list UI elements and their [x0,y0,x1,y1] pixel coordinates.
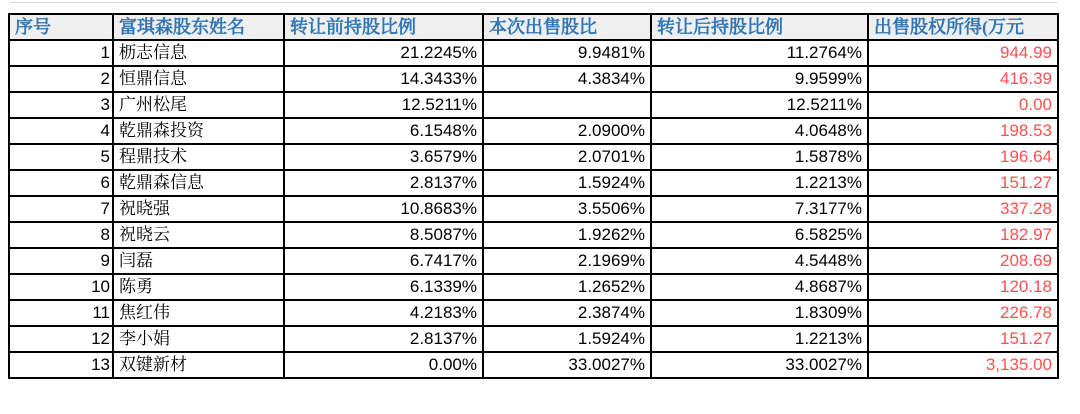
cell-sold-pct[interactable]: 1.2652% [483,274,651,300]
cell-shareholder-name[interactable]: 李小娟 [113,326,284,352]
cell-shareholder-name[interactable]: 闫磊 [113,248,284,274]
cell-index[interactable]: 11 [9,300,113,326]
cell-shareholder-name[interactable]: 双键新材 [113,352,284,378]
cell-sold-pct[interactable]: 3.5506% [483,196,651,222]
table-row [9,92,1058,118]
table-row [9,352,1058,378]
cell-proceeds[interactable]: 944.99 [868,40,1058,66]
cell-proceeds[interactable]: 337.28 [868,196,1058,222]
cell-proceeds[interactable]: 416.39 [868,66,1058,92]
table-row [9,248,1058,274]
cell-sold-pct[interactable]: 33.0027% [483,352,651,378]
cell-before-transfer-pct[interactable]: 0.00% [284,352,483,378]
cell-shareholder-name[interactable]: 焦红伟 [113,300,284,326]
table-row [9,144,1058,170]
cell-before-transfer-pct[interactable]: 6.1548% [284,118,483,144]
header-name[interactable]: 富琪森股东姓名 [113,14,284,40]
cell-after-transfer-pct[interactable]: 6.5825% [651,222,868,248]
cell-index[interactable]: 7 [9,196,113,222]
table-row [9,274,1058,300]
cell-proceeds[interactable]: 196.64 [868,144,1058,170]
cell-before-transfer-pct[interactable]: 6.1339% [284,274,483,300]
cell-after-transfer-pct[interactable]: 11.2764% [651,40,868,66]
cell-after-transfer-pct[interactable]: 1.5878% [651,144,868,170]
cell-sold-pct[interactable]: 2.1969% [483,248,651,274]
cell-shareholder-name[interactable]: 祝晓强 [113,196,284,222]
cell-index[interactable]: 3 [9,92,113,118]
cell-shareholder-name[interactable]: 乾鼎森投资 [113,118,284,144]
cell-after-transfer-pct[interactable]: 1.2213% [651,170,868,196]
header-proceeds[interactable]: 出售股权所得(万元 [868,14,1058,40]
cell-index[interactable]: 5 [9,144,113,170]
header-sold[interactable]: 本次出售股比 [483,14,651,40]
cell-after-transfer-pct[interactable]: 4.8687% [651,274,868,300]
header-index[interactable]: 序号 [9,14,113,40]
cell-proceeds[interactable]: 3,135.00 [868,352,1058,378]
cell-shareholder-name[interactable]: 恒鼎信息 [113,66,284,92]
table-row [9,66,1058,92]
cell-before-transfer-pct[interactable]: 21.2245% [284,40,483,66]
cell-before-transfer-pct[interactable]: 2.8137% [284,326,483,352]
cell-index[interactable]: 2 [9,66,113,92]
cell-sold-pct[interactable]: 2.3874% [483,300,651,326]
cell-index[interactable]: 1 [9,40,113,66]
cell-before-transfer-pct[interactable]: 2.8137% [284,170,483,196]
cell-after-transfer-pct[interactable]: 1.8309% [651,300,868,326]
table-header-row [9,14,1058,40]
cell-before-transfer-pct[interactable]: 8.5087% [284,222,483,248]
cell-sold-pct[interactable]: 1.5924% [483,170,651,196]
table-row [9,326,1058,352]
cell-before-transfer-pct[interactable]: 6.7417% [284,248,483,274]
cell-proceeds[interactable]: 208.69 [868,248,1058,274]
cell-index[interactable]: 9 [9,248,113,274]
cell-after-transfer-pct[interactable]: 7.3177% [651,196,868,222]
cell-index[interactable]: 8 [9,222,113,248]
cell-proceeds[interactable]: 0.00 [868,92,1058,118]
cell-proceeds[interactable]: 198.53 [868,118,1058,144]
cell-index[interactable]: 13 [9,352,113,378]
cell-sold-pct[interactable]: 4.3834% [483,66,651,92]
cell-proceeds[interactable]: 182.97 [868,222,1058,248]
cell-proceeds[interactable]: 226.78 [868,300,1058,326]
table-row [9,222,1058,248]
cell-sold-pct[interactable]: 1.9262% [483,222,651,248]
cell-sold-pct[interactable]: 2.0701% [483,144,651,170]
cell-before-transfer-pct[interactable]: 14.3433% [284,66,483,92]
cell-sold-pct[interactable]: 9.9481% [483,40,651,66]
cell-index[interactable]: 10 [9,274,113,300]
table-row [9,40,1058,66]
cell-sold-pct[interactable]: 2.0900% [483,118,651,144]
table-row [9,170,1058,196]
cell-before-transfer-pct[interactable]: 3.6579% [284,144,483,170]
table-row [9,196,1058,222]
cell-shareholder-name[interactable]: 枥志信息 [113,40,284,66]
cell-proceeds[interactable]: 151.27 [868,326,1058,352]
cell-proceeds[interactable]: 151.27 [868,170,1058,196]
header-after[interactable]: 转让后持股比例 [651,14,868,40]
cell-shareholder-name[interactable]: 广州松尾 [113,92,284,118]
cell-shareholder-name[interactable]: 祝晓云 [113,222,284,248]
cell-index[interactable]: 4 [9,118,113,144]
cell-shareholder-name[interactable]: 程鼎技术 [113,144,284,170]
cell-after-transfer-pct[interactable]: 33.0027% [651,352,868,378]
cell-shareholder-name[interactable]: 陈勇 [113,274,284,300]
cell-after-transfer-pct[interactable]: 9.9599% [651,66,868,92]
shareholder-transfer-table [8,13,1059,379]
cell-index[interactable]: 6 [9,170,113,196]
cell-index[interactable]: 12 [9,326,113,352]
cell-before-transfer-pct[interactable]: 12.5211% [284,92,483,118]
table-row [9,300,1058,326]
top-partial-gridline [10,2,1057,3]
table-body [9,40,1058,378]
cell-proceeds[interactable]: 120.18 [868,274,1058,300]
cell-before-transfer-pct[interactable]: 10.8683% [284,196,483,222]
cell-after-transfer-pct[interactable]: 12.5211% [651,92,868,118]
cell-shareholder-name[interactable]: 乾鼎森信息 [113,170,284,196]
cell-sold-pct[interactable]: 1.5924% [483,326,651,352]
cell-after-transfer-pct[interactable]: 4.5448% [651,248,868,274]
cell-after-transfer-pct[interactable]: 4.0648% [651,118,868,144]
table-row [9,118,1058,144]
header-before[interactable]: 转让前持股比例 [284,14,483,40]
cell-sold-pct[interactable] [483,92,651,118]
cell-after-transfer-pct[interactable]: 1.2213% [651,326,868,352]
cell-before-transfer-pct[interactable]: 4.2183% [284,300,483,326]
